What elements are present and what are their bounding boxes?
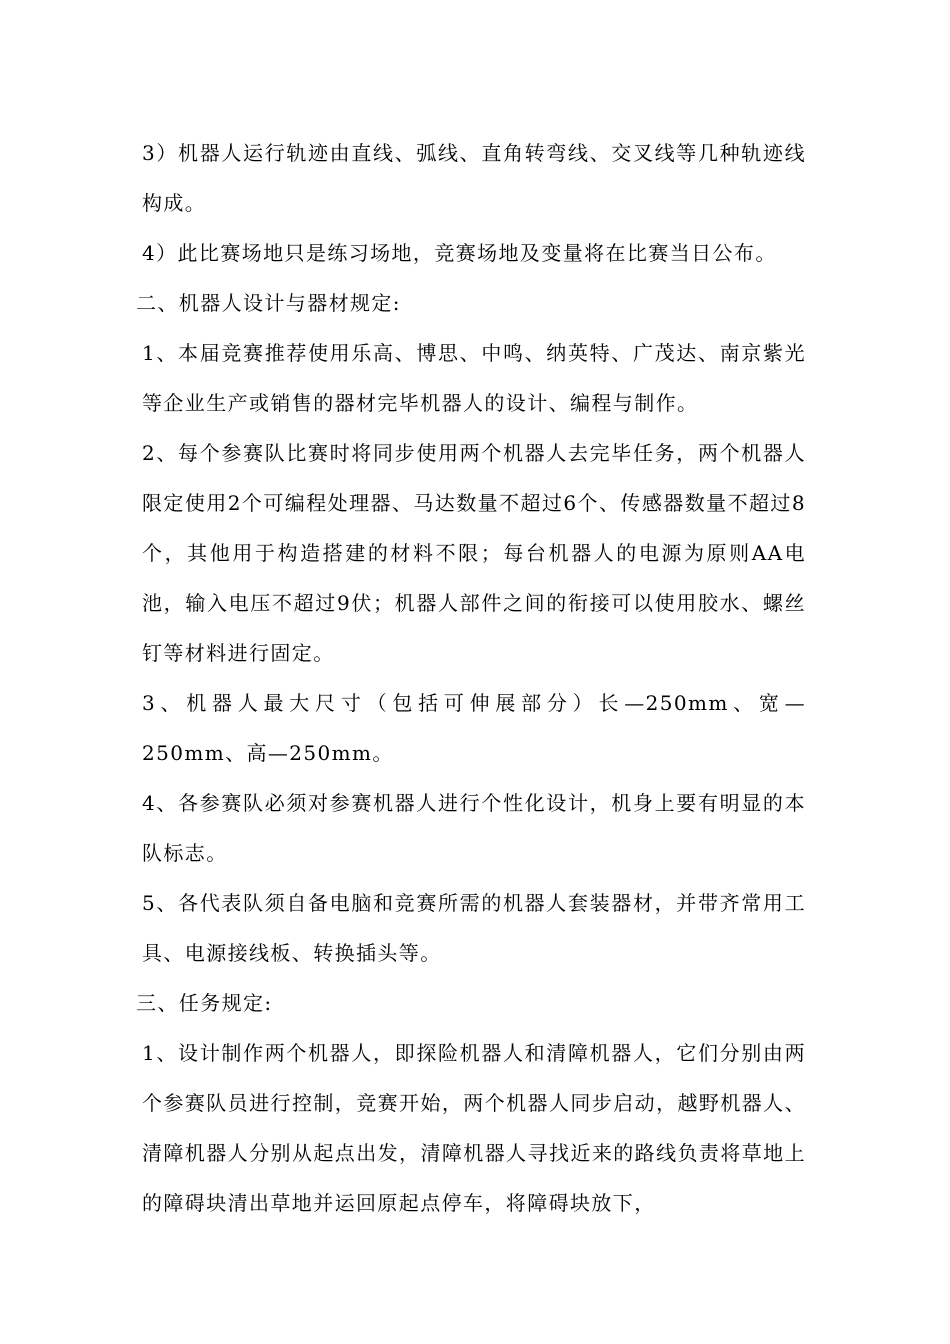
- paragraph-task-description: 1、设计制作两个机器人，即探险机器人和清障机器人，它们分别由两个参赛队员进行控制，竞赛开始，两个机器人同步启动，越野机器人、清障机器人分别从起点出发，清障机器人寻找近来的路线负责将草地上的障碍块清出草地并运回原起点停车，将障碍块放下，: [142, 1041, 806, 1215]
- document-body: [136, 128, 806, 1228]
- paragraph-robot-limits: 2、每个参赛队比赛时将同步使用两个机器人去完毕任务，两个机器人限定使用2个可编程处理器、马达数量不超过6个、传感器数量不超过8个，其他用于构造搭建的材料不限；每台机器人的电源为原则AA电池，输入电压不超过9伏；机器人部件之间的衔接可以使用胶水、螺丝钉等材料进行固定。: [142, 441, 806, 665]
- paragraph-track-composition: 3）机器人运行轨迹由直线、弧线、直角转弯线、交叉线等几种轨迹线构成。: [142, 141, 806, 215]
- paragraph-robot-size: 3、机器人最大尺寸（包括可伸展部分）长—250mm、宽—250mm、高—250mm。: [142, 691, 806, 765]
- paragraph-team-equipment: 5、各代表队须自备电脑和竞赛所需的机器人套装器材，并带齐常用工具、电源接线板、转换插头等。: [142, 891, 806, 965]
- section-heading-robot-design: 二、机器人设计与器材规定:: [136, 291, 401, 315]
- paragraph-recommended-equipment: 1、本届竞赛推荐使用乐高、博思、中鸣、纳英特、广茂达、南京紫光等企业生产或销售的器材完毕机器人的设计、编程与制作。: [142, 341, 806, 415]
- paragraph-team-logo: 4、各参赛队必须对参赛机器人进行个性化设计，机身上要有明显的本队标志。: [142, 791, 806, 865]
- paragraph-practice-field-notice: 4）此比赛场地只是练习场地，竞赛场地及变量将在比赛当日公布。: [142, 241, 777, 265]
- section-heading-task-rules: 三、任务规定:: [136, 991, 273, 1015]
